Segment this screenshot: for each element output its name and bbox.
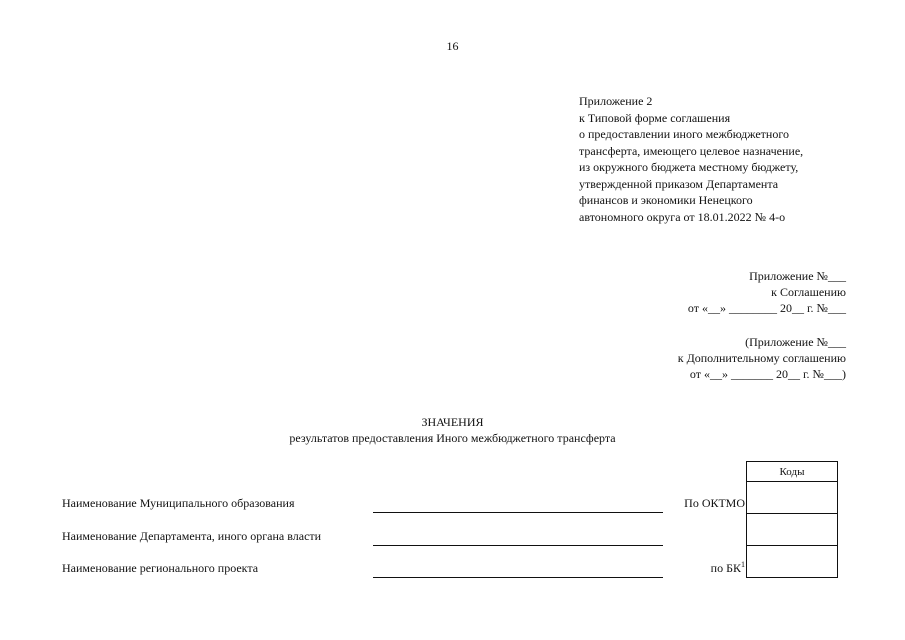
regional-project-field[interactable] [373, 577, 663, 578]
document-title: ЗНАЧЕНИЯ [421, 415, 484, 429]
annex-line: Приложение 2 [579, 94, 653, 108]
supplementary-date-number: от «__» _______ 20__ г. №___) [689, 367, 846, 381]
regional-project-label: Наименование регионального проекта [62, 561, 259, 575]
oktmo-label: По ОКТМО [684, 496, 745, 510]
annex-line: трансферта, имеющего целевое назначение, [579, 143, 804, 158]
annex-line: к Типовой форме соглашения [579, 110, 731, 125]
department-label: Наименование Департамента, иного органа власти [62, 529, 322, 543]
agreement-date-number: от «__» ________ 20__ г. №___ [687, 301, 846, 315]
annex-header [579, 93, 803, 225]
annex-line: финансов и экономики Ненецкого [579, 193, 753, 207]
supplementary-caption: к Дополнительному соглашению [677, 351, 846, 365]
bk-label [711, 561, 745, 576]
agreement-annex-number: Приложение №___ [749, 269, 846, 283]
department-code-cell[interactable] [747, 514, 838, 546]
agreement-caption: к Соглашению [771, 285, 846, 299]
bk-footnote-mark: 1 [741, 560, 745, 569]
municipality-field[interactable] [373, 512, 663, 513]
agreement-reference [688, 268, 846, 316]
annex-line: из окружного бюджета местному бюджету, [579, 160, 799, 174]
codes-table [746, 461, 838, 578]
codes-header: Коды [747, 462, 838, 482]
supplementary-reference [678, 334, 846, 382]
municipality-label: Наименование Муниципального образования [62, 496, 295, 510]
document-subtitle: результатов предоставления Иного межбюджетного трансферта [289, 431, 616, 445]
bk-label-text: по БК [710, 561, 741, 575]
annex-line: автономного округа от 18.01.2022 № 4-о [579, 209, 786, 224]
bk-code-cell[interactable] [747, 546, 838, 578]
department-field[interactable] [373, 545, 663, 546]
document-heading [0, 414, 905, 446]
oktmo-code-cell[interactable] [747, 482, 838, 514]
page-number: 16 [446, 39, 459, 53]
supplementary-annex-number: (Приложение №___ [745, 335, 846, 349]
annex-line: утвержденной приказом Департамента [579, 176, 779, 191]
annex-line: о предоставлении иного межбюджетного [579, 127, 789, 141]
